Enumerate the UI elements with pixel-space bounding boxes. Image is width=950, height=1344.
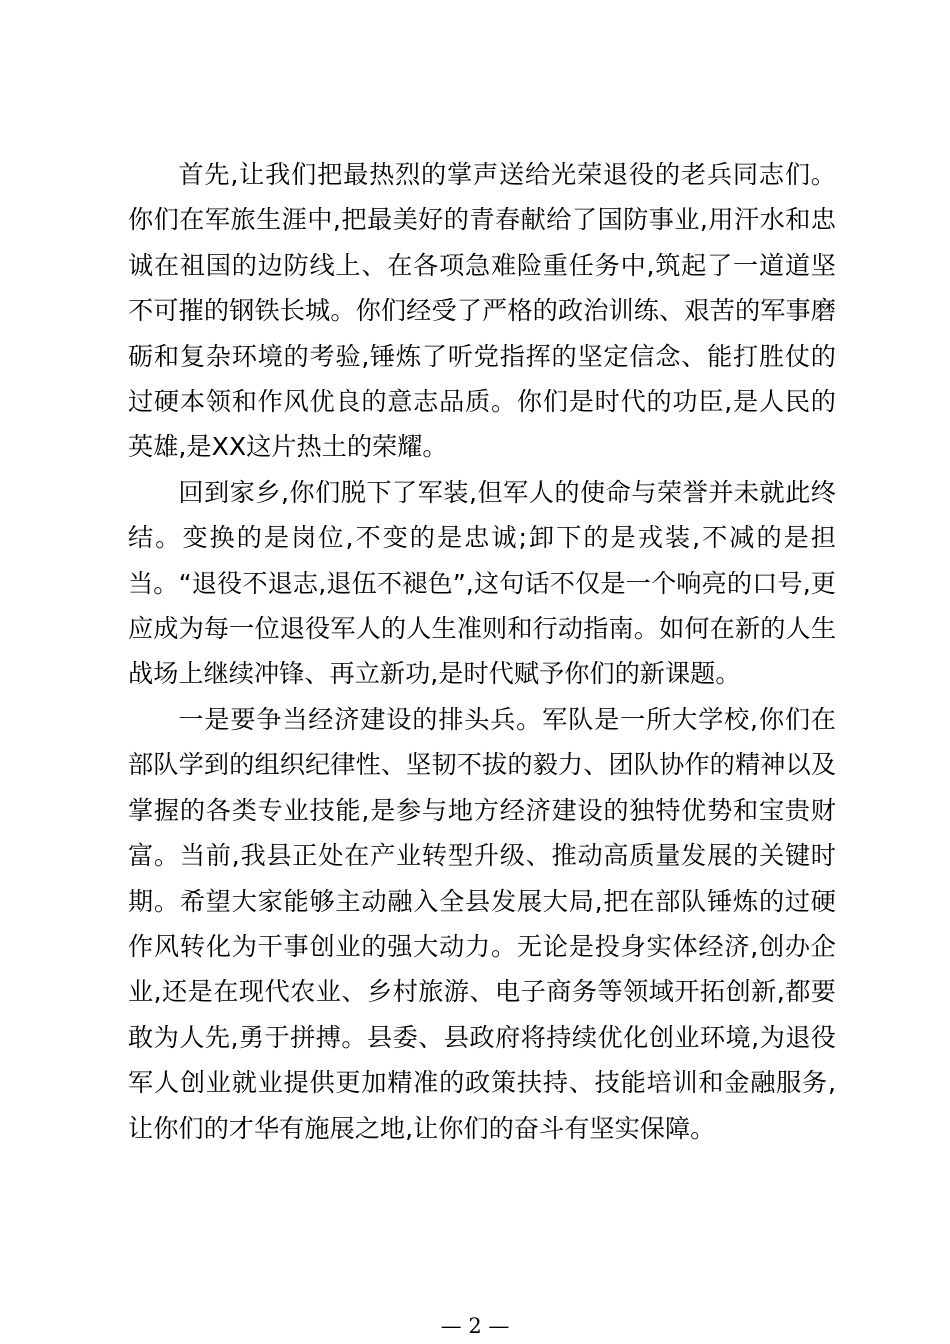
- document-body: [128, 152, 836, 1151]
- paragraph-economic-construction: 一是要争当经济建设的排头兵。军队是一所大学校,你们在部队学到的组织纪律性、坚韧不拔的毅力、团队协作的精神以及掌握的各类专业技能,是参与地方经济建设的独特优势和宝贵财富。当前,我县正处在产业转型升级、推动高质量发展的关键时期。希望大家能够主动融入全县发展大局,把在部队锤炼的过硬作风转化为干事创业的强大动力。无论是投身实体经济,创办企业,还是在现代农业、乡村旅游、电子商务等领域开拓创新,都要敢为人先,勇于拼搏。县委、县政府将持续优化创业环境,为退役军人创业就业提供更加精准的政策扶持、技能培训和金融服务,让你们的才华有施展之地,让你们的奋斗有坚实保障。: [128, 704, 836, 1143]
- page-number: — 2 —: [440, 1314, 510, 1338]
- paragraph-return-home: 回到家乡,你们脱下了军装,但军人的使命与荣誉并未就此终结。变换的是岗位,不变的是忠诚;卸下的是戎装,不减的是担当。“退役不退志,退伍不褪色”,这句话不仅是一个响亮的口号,更应成为每一位退役军人的人生准则和行动指南。如何在新的人生战场上继续冲锋、再立新功,是时代赋予你们的新课题。: [128, 477, 836, 689]
- paragraph-veterans-tribute: 首先,让我们把最热烈的掌声送给光荣退役的老兵同志们。你们在军旅生涯中,把最美好的青春献给了国防事业,用汗水和忠诚在祖国的边防线上、在各项急难险重任务中,筑起了一道道坚不可摧的钢铁长城。你们经受了严格的政治训练、艰苦的军事磨砺和复杂环境的考验,锤炼了听党指挥的坚定信念、能打胜仗的过硬本领和作风优良的意志品质。你们是时代的功臣,是人民的英雄,是XX这片热土的荣耀。: [128, 160, 836, 462]
